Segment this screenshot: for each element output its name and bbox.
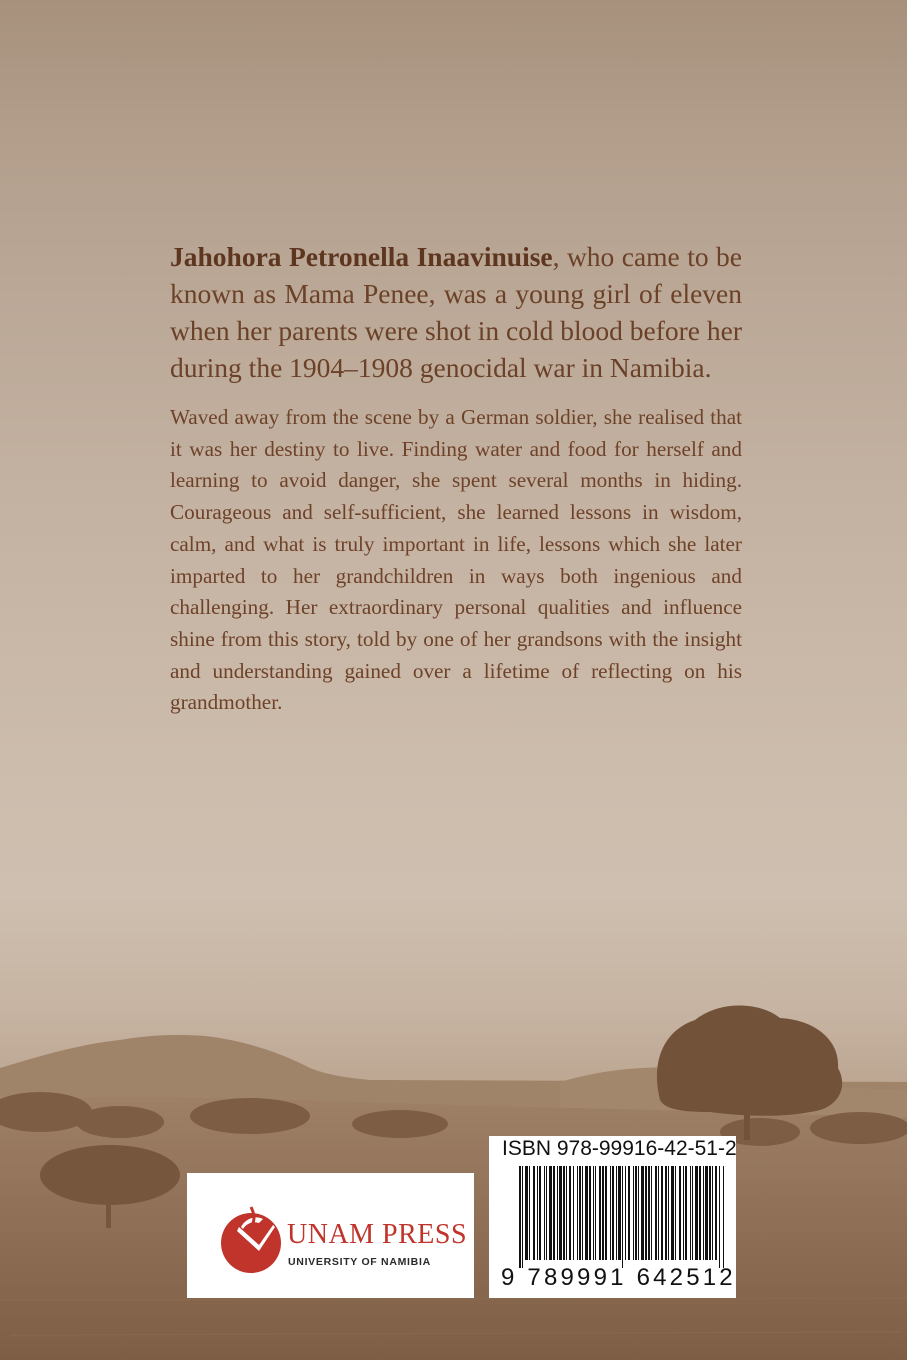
barcode-bar: [715, 1166, 717, 1260]
publisher-name: UNAM PRESS: [287, 1219, 468, 1250]
barcode-bar: [679, 1166, 681, 1260]
barcode-bar: [582, 1166, 583, 1260]
barcode-bar: [616, 1166, 617, 1260]
barcode-digits: 9 789991 642512: [501, 1264, 736, 1291]
barcode-bar: [549, 1166, 552, 1260]
barcode-bar: [522, 1166, 523, 1268]
blurb-body-paragraph: Waved away from the scene by a German soldier, she realised that it was her destiny to live. Finding water and food for herself and learning to avoid danger, she spent several months in hiding. Courageous and self-sufficient, she learned lessons in wisdom, calm, and what is truly important in life, lessons which she later imparted to her grandchildren in ways both ingenious and challenging. Her extraordinary personal qualities and influence shine from this story, told by one of her grandsons with the insight and understanding gained over a lifetime of reflecting on his grandmother.: [170, 405, 742, 715]
barcode-bar: [709, 1166, 711, 1260]
barcode-bar: [723, 1166, 724, 1268]
isbn-barcode-panel: [489, 1136, 736, 1298]
barcode-bar: [566, 1166, 567, 1260]
barcode-bar: [537, 1166, 538, 1260]
barcode-bar: [625, 1166, 626, 1260]
barcode-bar: [675, 1166, 676, 1260]
barcode-bar: [685, 1166, 687, 1260]
barcode-bar: [699, 1166, 701, 1260]
barcode-bar: [612, 1166, 614, 1260]
barcode-bar: [695, 1166, 698, 1260]
barcode-bar: [539, 1166, 541, 1260]
barcode-bar: [593, 1166, 594, 1260]
blurb-lead-text: , who came to be known as Mama Penee, was a young girl of eleven when her parents were shot in cold blood before her during the 1904–1908 genocidal war in Namibia.: [170, 241, 743, 383]
barcode-bar: [569, 1166, 571, 1260]
blurb-lead-paragraph: [170, 238, 742, 386]
barcode-bar: [703, 1166, 704, 1260]
barcode-bar: [641, 1166, 644, 1260]
barcode-bar: [585, 1166, 588, 1260]
barcode-bar: [648, 1166, 650, 1260]
barcode-bar: [692, 1166, 693, 1260]
barcode-bar: [579, 1166, 581, 1260]
barcode-bar: [719, 1166, 720, 1268]
publisher-logo-panel: [187, 1173, 474, 1298]
back-cover-blurb: [170, 238, 742, 719]
barcode-bar: [690, 1166, 691, 1260]
barcode-bar: [668, 1166, 669, 1260]
barcode-bar: [651, 1166, 652, 1260]
unam-press-book-icon: [211, 1197, 295, 1281]
barcode-bar: [577, 1166, 578, 1260]
barcode-bar: [658, 1166, 659, 1260]
barcode-bar: [671, 1166, 674, 1260]
barcode-bar: [628, 1166, 630, 1260]
isbn-label: ISBN 978-99916-42-51-2: [502, 1137, 737, 1160]
barcode-bar: [605, 1166, 607, 1260]
barcode-bar: [638, 1166, 639, 1260]
subject-name: Jahohora Petronella Inaavinuise: [170, 241, 553, 272]
barcode-bar: [529, 1166, 530, 1260]
barcode-bar: [589, 1166, 591, 1260]
barcode-bar: [573, 1166, 574, 1260]
publisher-subtitle: UNIVERSITY OF NAMIBIA: [288, 1256, 431, 1268]
barcode-bar: [602, 1166, 604, 1260]
barcode-bar: [683, 1166, 684, 1260]
barcode-bar: [533, 1166, 535, 1260]
barcode-bar: [599, 1166, 601, 1260]
barcode-bar: [712, 1166, 713, 1260]
barcode-bar: [645, 1166, 647, 1260]
barcode-bar: [544, 1166, 545, 1260]
barcode-bar: [665, 1166, 667, 1260]
barcode-bar: [563, 1166, 565, 1260]
barcode-bar: [519, 1166, 521, 1268]
barcode-bar: [655, 1166, 657, 1260]
barcode-bar: [610, 1166, 611, 1260]
barcode-bar: [595, 1166, 596, 1260]
barcode-bar: [622, 1166, 623, 1268]
barcode-bar: [633, 1166, 634, 1260]
barcode-bar: [546, 1166, 547, 1260]
barcode-bar: [661, 1166, 663, 1260]
barcode-bar: [525, 1166, 528, 1260]
barcode-bar: [705, 1166, 708, 1260]
barcode-bar: [635, 1166, 637, 1260]
barcode-bar: [557, 1166, 558, 1260]
barcode-bar: [618, 1166, 621, 1260]
barcode-bar: [559, 1166, 562, 1260]
barcode-bar: [553, 1166, 555, 1260]
